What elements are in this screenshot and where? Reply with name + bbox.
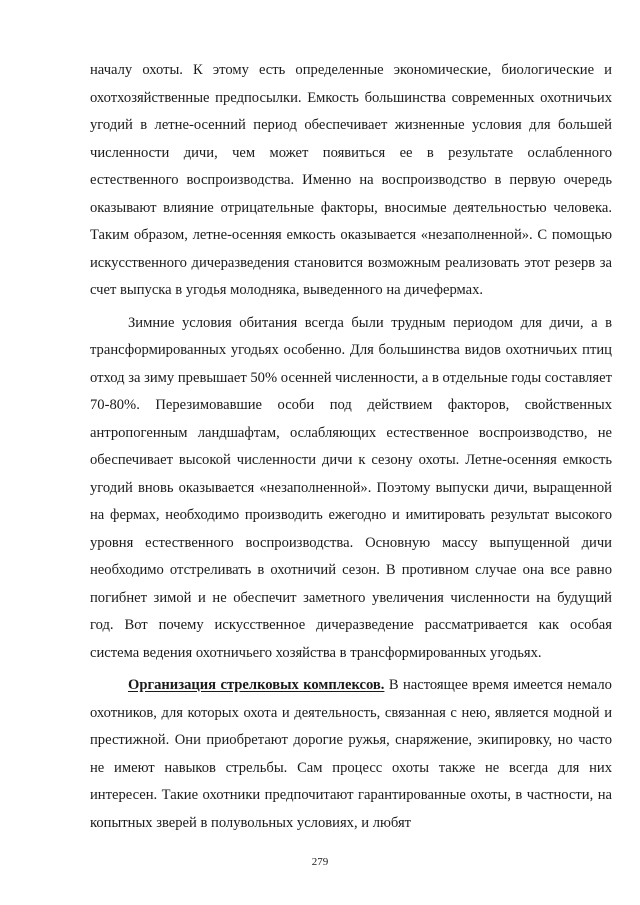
section-heading: Организация стрелковых комплексов. xyxy=(128,677,385,693)
page-body xyxy=(90,57,612,837)
paragraph-3-text: В настоящее время имеется немало охотников, для которых охота и деятельность, связанная с нею, является модной и престижной. Они приобретают дорогие ружья, снаряжение, экипировку, но часто не имеют навыков стрельбы. Сам процесс охоты также не всегда для них интересен. Такие охотники предпочитают гарантированные охоты, в частности, на копытных зверей в полувольных условиях, и любят xyxy=(90,677,612,831)
paragraph-3 xyxy=(90,672,612,837)
paragraph-1: началу охоты. К этому есть определенные экономические, биологические и охотхозяйственные предпосылки. Емкость большинства современных охотничьих угодий в летне-осенний период обеспечивает жизненные условия для большей численности дичи, чем может появиться ее в результате ослабленного естественного воспроизводства. Именно на воспроизводство в первую очередь оказывают влияние отрицательные факторы, вносимые деятельностью человека. Таким образом, летне-осенняя емкость оказывается «незаполненной». С помощью искусственного дичеразведения становится возможным реализовать этот резерв за счет выпуска в угодья молодняка, выведенного на дичефермах. xyxy=(90,62,612,298)
page-number: 279 xyxy=(311,856,329,868)
paragraph-2: Зимние условия обитания всегда были трудным периодом для дичи, а в трансформированных угодьях особенно. Для большинства видов охотничьих птиц отход за зиму превышает 50% осенней численности, а в отдельные годы составляет 70-80%. Перезимовавшие особи под действием факторов, свойственных антропогенным ландшафтам, ослабляющих естественное воспроизводство, не обеспечивает высокой численности дичи к сезону охоты. Летне-осенняя емкость угодий вновь оказывается «незаполненной». Поэтому выпуски дичи, выращенной на фермах, необходимо производить ежегодно и имитировать результат высокого уровня естественного воспроизводства. Основную массу выпущенной дичи необходимо отстреливать в охотничий сезон. В противном случае она все равно погибнет зимой и не обеспечит заметного увеличения численности на будущий год. Вот почему искусственное дичеразведение рассматривается как особая система ведения охотничьего хозяйства в трансформированных угодьях. xyxy=(90,314,612,661)
